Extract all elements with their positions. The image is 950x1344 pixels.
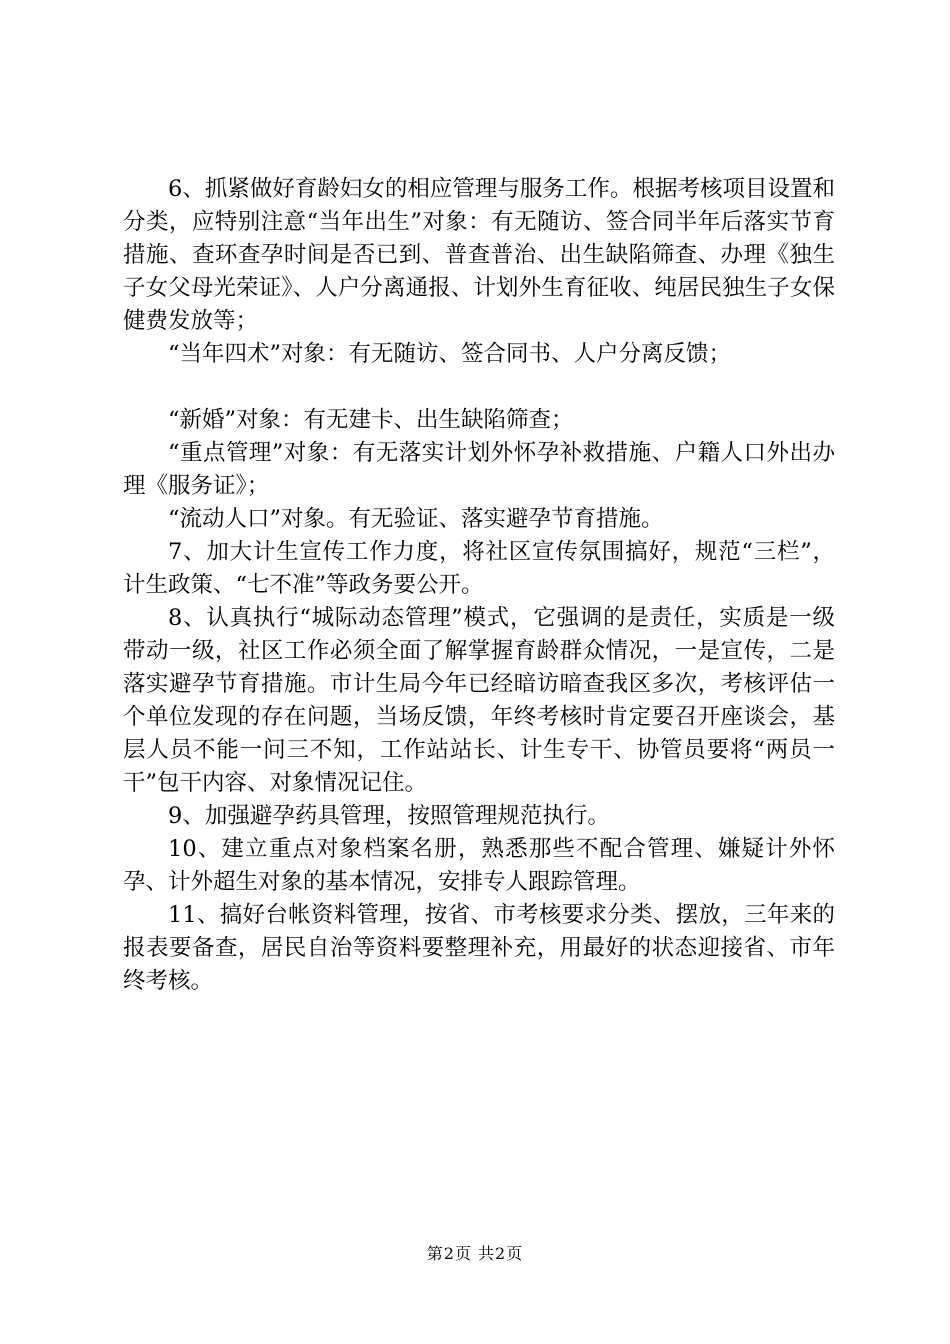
page-number-footer: 第2页 共2页 (426, 1244, 524, 1263)
paragraph-dangnian-sishu: “当年四术”对象：有无随访、签合同书、人户分离反馈； (168, 341, 732, 367)
document-body (123, 173, 835, 998)
paragraph-xinhun: “新婚”对象：有无建卡、出生缺陷筛查； (168, 407, 574, 433)
paragraph-liudong-renkou: “流动人口”对象。有无验证、落实避孕节育措施。 (168, 506, 664, 532)
paragraph-item-6: 6、抓紧做好育龄妇女的相应管理与服务工作。根据考核项目设置和分类，应特别注意“当年出生”对象：有无随访、签合同半年后落实节育措施、查环查孕时间是否已到、普查普治、出生缺陷筛查、办理《独生子女父母光荣证》、人户分离通报、计划外生育征收、纯居民独生子女保健费发放等； (123, 176, 835, 334)
paragraph-item-7: 7、加大计生宣传工作力度，将社区宣传氛围搞好，规范“三栏”，计生政策、“七不准”等政务要公开。 (123, 539, 835, 598)
paragraph-item-9: 9、加强避孕药具管理，按照管理规范执行。 (168, 803, 610, 829)
paragraph-item-10: 10、建立重点对象档案名册，熟悉那些不配合管理、嫌疑计外怀孕、计外超生对象的基本情况，安排专人跟踪管理。 (123, 836, 835, 895)
paragraph-item-11: 11、搞好台帐资料管理，按省、市考核要求分类、摆放，三年来的报表要备查，居民自治等资料要整理补充，用最好的状态迎接省、市年终考核。 (123, 902, 835, 994)
paragraph-item-8: 8、认真执行“城际动态管理”模式，它强调的是责任，实质是一级带动一级，社区工作必须全面了解掌握育龄群众情况，一是宣传，二是落实避孕节育措施。市计生局今年已经暗访暗查我区多次，考核评估一个单位发现的存在问题，当场反馈，年终考核时肯定要召开座谈会，基层人员不能一问三不知，工作站站长、计生专干、协管员要将“两员一干”包干内容、对象情况记住。 (123, 605, 835, 796)
paragraph-zhongdian-guanli: “重点管理”对象：有无落实计划外怀孕补救措施、户籍人口外出办理《服务证》； (123, 440, 835, 499)
